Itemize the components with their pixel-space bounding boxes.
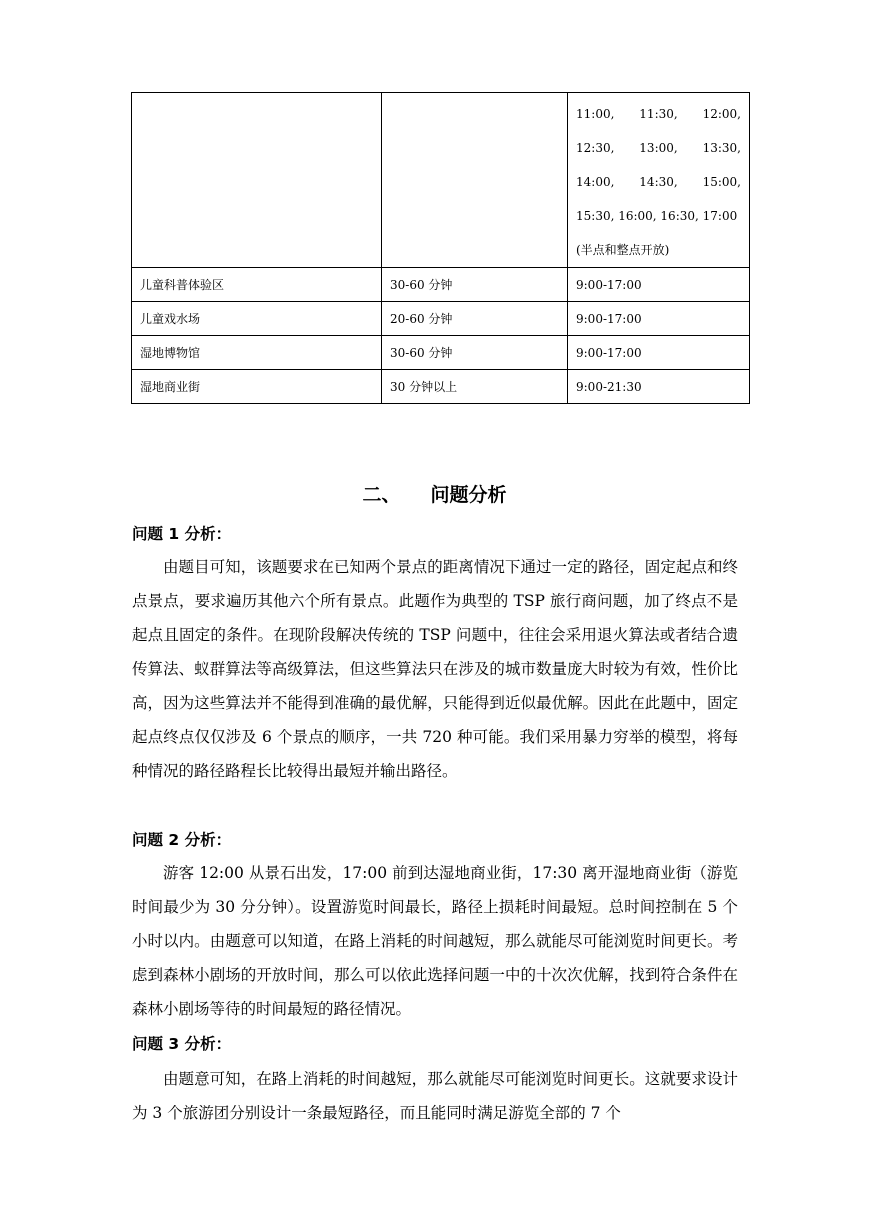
time-slot: 13:00, [639,141,678,155]
table-cell-empty [132,93,382,268]
section-number: 二、 [362,484,401,506]
time-slot: 11:30, [639,107,678,121]
opening-hours: 9:00-21:30 [568,370,750,404]
attraction-name: 湿地博物馆 [132,336,382,370]
time-slot: 15:30, 16:00, 16:30, 17:00 [576,209,738,223]
problem-2-heading: 问题 2 分析： [132,831,232,849]
table-row [132,93,750,268]
time-slot: 15:00, [702,175,741,189]
attraction-table [131,92,750,404]
times-line [576,131,741,165]
section-heading: 问题分析 [430,484,507,506]
table-row [132,302,750,336]
time-slot: 13:30, [702,141,741,155]
time-slot: 12:30, [576,141,615,155]
problem-1-heading: 问题 1 分析： [132,525,232,543]
opening-times-list [576,93,741,267]
attraction-name: 儿童科普体验区 [132,268,382,302]
opening-hours: 9:00-17:00 [568,336,750,370]
time-slot: 12:00, [702,107,741,121]
attraction-name: 儿童戏水场 [132,302,382,336]
opening-hours: 9:00-17:00 [568,302,750,336]
time-slot: 11:00, [576,107,615,121]
times-note [576,233,741,267]
table-row [132,336,750,370]
visit-duration: 30-60 分钟 [382,336,568,370]
table-row [132,268,750,302]
problem-1-paragraph: 由题目可知，该题要求在已知两个景点的距离情况下通过一定的路径，固定起点和终点景点，要求遍历其他六个所有景点。此题作为典型的 TSP 旅行商问题，加了终点不是起点且固定的条件。在现阶段解决传统的 TSP 问题中，往往会采用退火算法或者结合遗传算法、蚁群算法等高级算法，但这些算法只在涉及的城市数量庞大时较为有效，性价比高，因为这些算法并不能得到准确的最优解，只能得到近似最优解。因此在此题中，固定起点终点仅仅涉及 6 个景点的顺序，一共 720 种可能。我们采用暴力穷举的模型，将每种情况的路径路程长比较得出最短并输出路径。 [132,558,738,780]
table-cell-opening-times [568,93,750,268]
opening-note: (半点和整点开放) [576,243,670,257]
time-slot: 14:30, [639,175,678,189]
problem-3-paragraph: 由题意可知，在路上消耗的时间越短，那么就能尽可能浏览时间更长。这就要求设计为 3 个旅游团分别设计一条最短路径，而且能同时满足游览全部的 7 个 [132,1070,738,1122]
visit-duration: 20-60 分钟 [382,302,568,336]
times-line [576,165,741,199]
visit-duration: 30 分钟以上 [382,370,568,404]
section-title [0,480,869,507]
opening-hours: 9:00-17:00 [568,268,750,302]
table-row [132,370,750,404]
problem-2-paragraph: 游客 12:00 从景石出发，17:00 前到达湿地商业街，17:30 离开湿地商业街（游览时间最少为 30 分分钟）。设置游览时间最长，路径上损耗时间最短。总时间控制在 5 个小时以内。由题意可以知道，在路上消耗的时间越短，那么就能尽可能浏览时间更长。考虑到森林小剧场的开放时间，那么可以依此选择问题一中的十次次优解，找到符合条件在森林小剧场等待的时间最短的路径情况。 [132,864,738,1018]
times-line [576,199,741,233]
table-cell-empty [382,93,568,268]
attraction-name: 湿地商业街 [132,370,382,404]
time-slot: 14:00, [576,175,615,189]
problem-3-heading: 问题 3 分析： [132,1035,232,1053]
visit-duration: 30-60 分钟 [382,268,568,302]
times-line [576,97,741,131]
